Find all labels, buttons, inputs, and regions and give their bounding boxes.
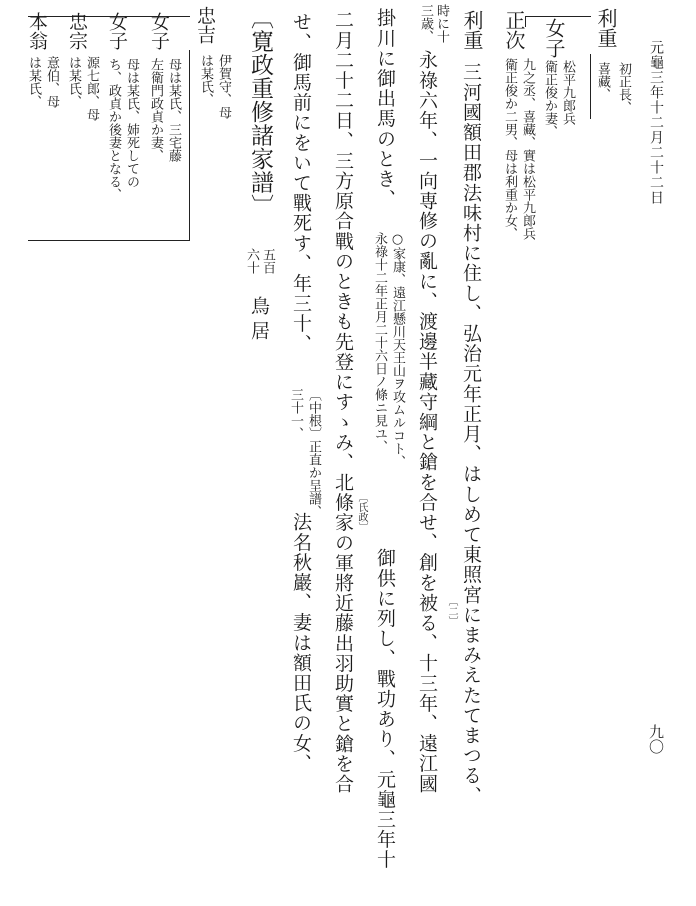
volume-number: 五百 <box>260 248 275 274</box>
masatsugu-note: 衛正俊か二男、母は利重か女、 <box>502 58 517 240</box>
bracket-annotation: 〔二〕 <box>446 596 457 626</box>
motoo-name: 本翁 <box>26 12 48 50</box>
inline-note: ○家康、遠江懸川天王山ヲ攻ムルコト、 <box>390 232 405 468</box>
biography-line: 三河國額田郡法味村に住し、弘治元年正月、はしめて東照宮にまみえたてまつる、 <box>460 62 482 806</box>
tadayoshi-name: 忠吉 <box>194 6 216 44</box>
daughter1-note: 母は某氏、三宅藤 <box>166 58 181 162</box>
tadamune-note: 源七郎、母 <box>84 56 99 121</box>
biography-heading: 利重 <box>460 10 484 50</box>
toshishige-note: 喜藏、 <box>595 62 610 101</box>
masatsugu-note: 九之丞、喜藏、實は松平九郎兵 <box>520 58 535 240</box>
source-title: 〔寛政重修諸家譜〕 <box>247 6 273 218</box>
page-number: 九〇 <box>647 724 665 754</box>
motoo-note: は某氏、 <box>26 56 41 108</box>
genealogy-connector <box>590 54 591 119</box>
tadamune-name: 忠宗 <box>66 12 88 50</box>
toshishige-name: 利重 <box>594 8 618 48</box>
toshishige-note: 初正長、 <box>616 62 631 114</box>
genealogy-connector <box>189 50 190 240</box>
genealogy-connector <box>525 16 591 17</box>
daughter-note: 松平九郎兵 <box>560 60 575 125</box>
daughter-note: 衛正俊か妻、 <box>542 60 557 138</box>
age-note: 時に十 <box>434 4 449 43</box>
age-note: 三歳、 <box>418 4 433 43</box>
volume-number: 六十 <box>244 248 259 274</box>
biography-line: 法名秋巖、妻は額田氏の女、 <box>290 512 312 774</box>
date-header: 元龜三年十二月二十二日 <box>648 40 664 205</box>
daughter2-note: 母は某氏、姉死しての <box>124 58 139 188</box>
bracket-annotation: 〔氏政〕 <box>356 492 367 532</box>
motoo-note: 意伯、母 <box>44 56 59 108</box>
inline-note: 三十一、 <box>288 388 303 440</box>
daughter2-name: 女子 <box>106 12 128 50</box>
genealogy-connector <box>28 240 190 241</box>
masatsugu-name: 正次 <box>502 10 526 50</box>
biography-line: 二月二十二日、三方原合戰のときも先登にすゝみ、北條家の軍將近藤出羽助實と鎗を合 <box>332 10 354 794</box>
inline-note: 〔中根〕正直か呈譜、 <box>306 388 321 518</box>
tadayoshi-note: は某氏、 <box>198 54 213 106</box>
biography-line: 掛川に御出馬のとき、 <box>374 8 396 209</box>
clan-name: 鳥居 <box>248 296 270 346</box>
biography-line: せ、御馬前にをいて戰死す、年三十、 <box>290 12 312 354</box>
tadamune-note: は某氏、 <box>66 56 81 108</box>
daughter-name: 女子 <box>542 18 566 58</box>
tadayoshi-note: 伊賀守、母 <box>216 54 231 119</box>
biography-line: 御供に列し、戰功あり、元龜三年十 <box>374 548 396 870</box>
biography-line: 永祿六年、一向専修の亂に、渡邊半藏守綱と鎗を合せ、創を被る、十三年、遠江國 <box>416 50 438 794</box>
daughter1-note: 左衛門政貞か妻、 <box>148 58 163 162</box>
daughter2-note: ち、政貞か後妻となる、 <box>106 58 121 201</box>
daughter1-name: 女子 <box>148 12 170 50</box>
inline-note: 永祿十二年正月二十六日ノ條ニ見ユ、 <box>372 232 387 453</box>
